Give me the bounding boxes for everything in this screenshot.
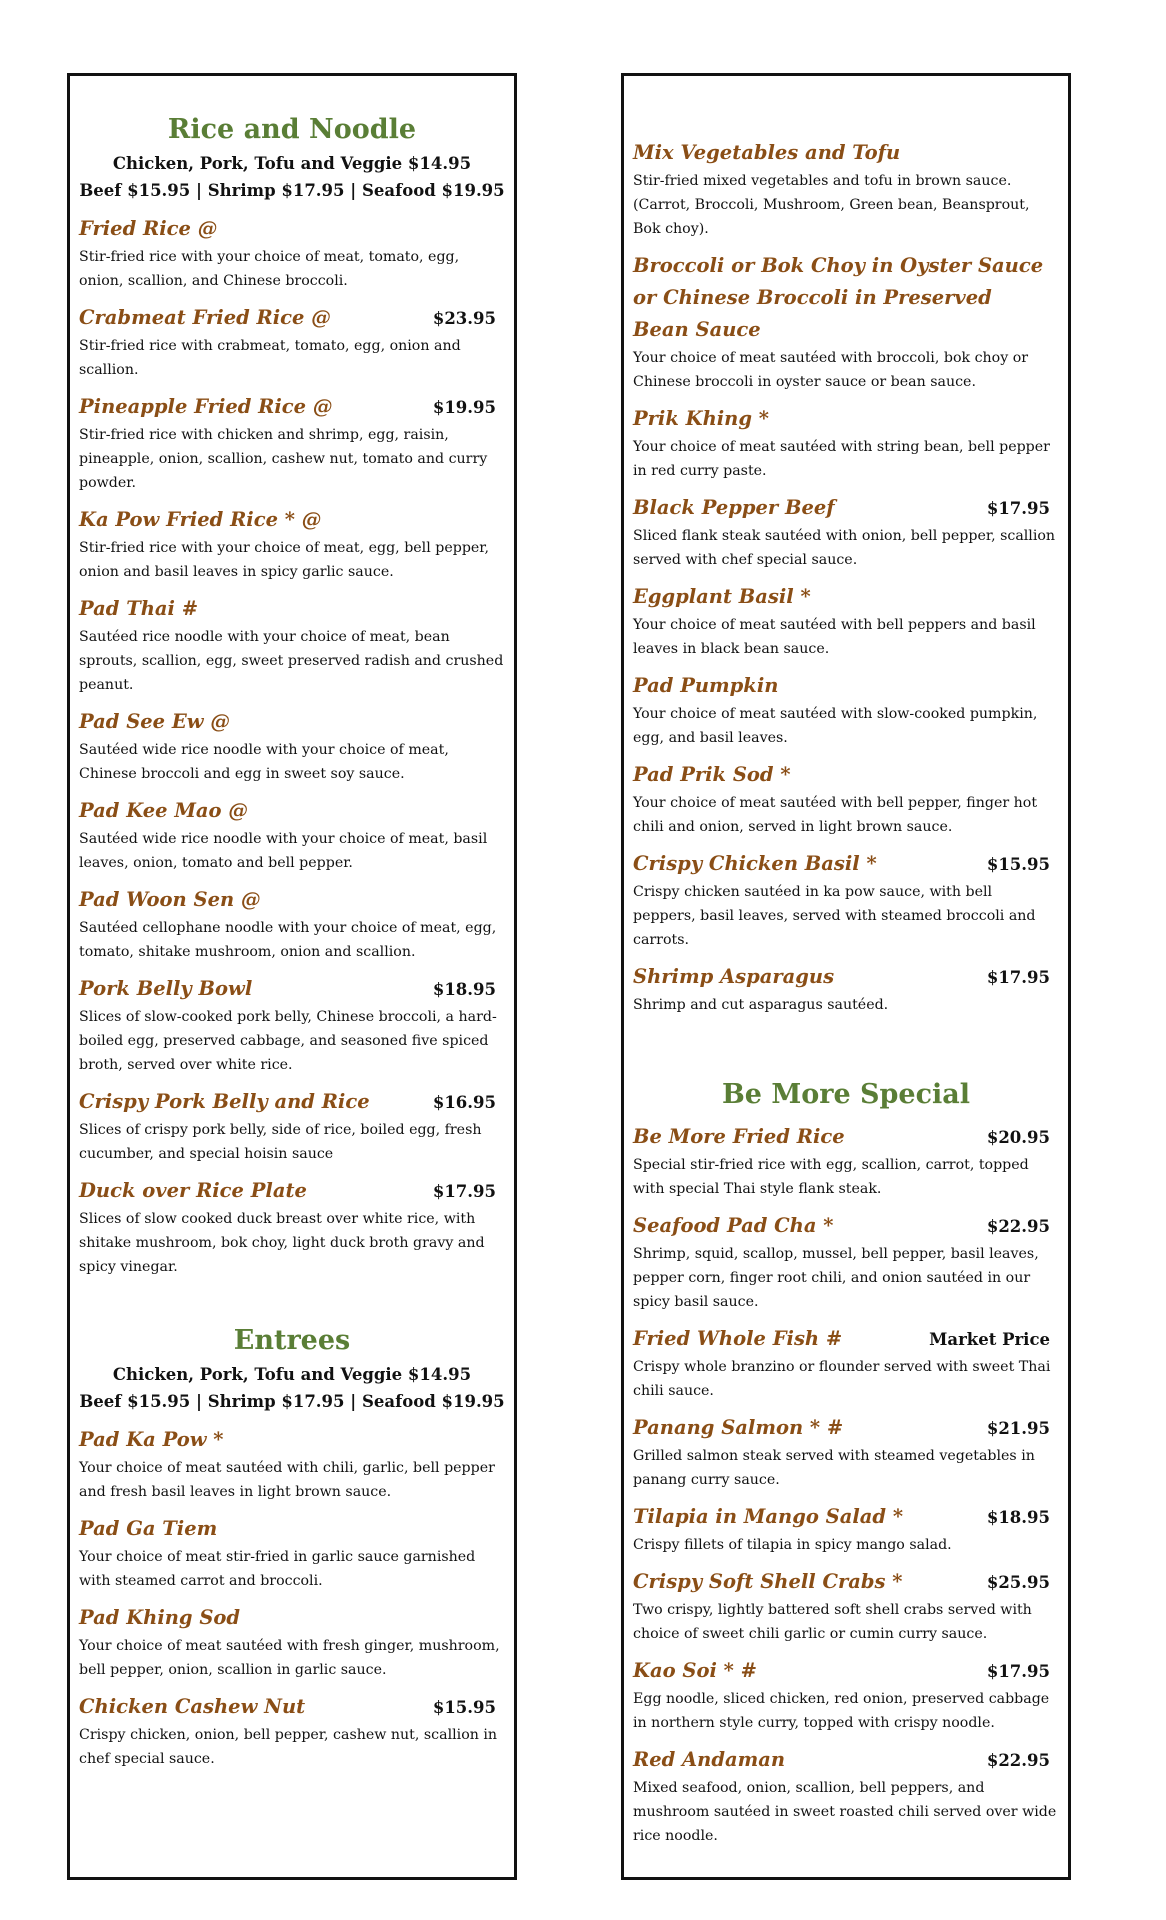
menu-item-name: Eggplant Basil * [633, 585, 811, 608]
menu-item-name: Red Andaman [633, 1748, 786, 1772]
menu-item [633, 1655, 1059, 1735]
left-menu-panel [67, 73, 517, 1880]
menu-item-header [633, 1655, 1059, 1687]
menu-item-header [79, 884, 505, 916]
section-price-line: Chicken, Pork, Tofu and Veggie $14.95 [112, 154, 472, 174]
menu-item-list [79, 1424, 505, 1771]
menu-item-description: Stir-fried rice with your choice of meat, egg, bell pepper, onion and basil leaves in spicy garlic sauce. [79, 540, 490, 581]
menu-item-description: Your choice of meat sautéed with bell pepper, finger hot chili and onion, served in light brown sauce. [633, 795, 1038, 835]
menu-item-header [633, 961, 1059, 993]
menu-item-list [79, 213, 505, 1279]
menu-item-name: Ka Pow Fried Rice * @ [79, 508, 322, 532]
menu-item-header [79, 973, 505, 1005]
menu-item [79, 213, 505, 293]
menu-item-header [633, 670, 1059, 702]
menu-item [633, 961, 1059, 1017]
menu-item-name: Prik Khing * [633, 407, 769, 430]
menu-item-price: $17.95 [432, 1182, 496, 1202]
menu-item-description: Egg noodle, sliced chicken, red onion, preserved cabbage in northern style curry, topped with crispy noodle. [633, 1691, 1050, 1732]
menu-item [79, 504, 505, 584]
menu-item-description: Slices of crispy pork belly, side of rice, boiled egg, fresh cucumber, and special hoisin sauce [79, 1122, 482, 1163]
menu-item-name: Be More Fried Rice [633, 1125, 845, 1149]
menu-item-header [633, 848, 1059, 880]
menu-item [633, 1121, 1059, 1201]
menu-item-price: $18.95 [432, 980, 496, 1000]
menu-item-name: Pad See Ew @ [79, 710, 230, 734]
menu-item [633, 1323, 1059, 1403]
menu-item-name: Pad Thai # [79, 597, 199, 621]
menu-item-header [79, 795, 505, 827]
menu-item-description: Your choice of meat sautéed with broccoli, bok choy or Chinese broccoli in oyster sauce or bean sauce. [633, 350, 1029, 390]
menu-item-name: Duck over Rice Plate [79, 1179, 307, 1203]
menu-item-name: Tilapia in Mango Salad * [633, 1505, 904, 1529]
menu-item [633, 492, 1059, 572]
menu-item-price: $17.95 [986, 968, 1050, 987]
menu-item-name: Kao Soi * # [633, 1659, 757, 1683]
menu-item-price: $23.95 [432, 309, 496, 329]
menu-item-name: Shrimp Asparagus [633, 965, 835, 988]
menu-item-name: Pineapple Fried Rice @ [79, 395, 333, 419]
menu-item [79, 795, 505, 875]
menu-item-description: Crispy chicken sautéed in ka pow sauce, with bell peppers, basil leaves, served with steamed broccoli and carrots. [633, 884, 1036, 948]
menu-item [633, 670, 1059, 750]
menu-item-description: Slices of slow cooked duck breast over white rice, with shitake mushroom, bok choy, light duck broth gravy and spicy vinegar. [79, 1211, 485, 1276]
menu-item-name: Mix Vegetables and Tofu [633, 141, 901, 164]
menu-item-description: Sautéed cellophane noodle with your choice of meat, egg, tomato, shitake mushroom, onion and scallion. [79, 920, 497, 961]
menu-item-header [79, 1602, 505, 1634]
menu-item-header [633, 403, 1059, 435]
menu-item-header [79, 1513, 505, 1545]
menu-item-name: Pad Woon Sen @ [79, 888, 261, 912]
menu-item-price: $25.95 [986, 1573, 1050, 1593]
menu-item-name: Chicken Cashew Nut [79, 1695, 306, 1719]
menu-item-header [79, 593, 505, 625]
menu-item [79, 706, 505, 786]
menu-item-name: Pad Kee Mao @ [79, 799, 248, 823]
menu-item-price: $18.95 [986, 1508, 1050, 1528]
menu-item-description: Your choice of meat sautéed with string bean, bell pepper in red curry paste. [633, 439, 1050, 479]
menu-item-header [79, 1175, 505, 1207]
menu-item-name: Crabmeat Fried Rice @ [79, 306, 331, 330]
menu-item [633, 137, 1059, 241]
menu-item [633, 1744, 1059, 1848]
menu-item-header [633, 759, 1059, 791]
menu-item-description: Sliced flank steak sautéed with onion, bell pepper, scallion served with chef special sauce. [633, 528, 1056, 568]
menu-item [79, 1691, 505, 1771]
menu-item [79, 1602, 505, 1682]
section-price-line: Beef $15.95 | Shrimp $17.95 | Seafood $19.95 [79, 181, 505, 201]
menu-item-header [79, 302, 505, 334]
menu-item-name: Crispy Chicken Basil * [633, 852, 877, 875]
menu-item-description: Sautéed wide rice noodle with your choice of meat, Chinese broccoli and egg in sweet soy sauce. [79, 742, 449, 783]
section-price-line: Beef $15.95 | Shrimp $17.95 | Seafood $19.95 [79, 1392, 505, 1412]
menu-item [633, 1501, 1059, 1557]
menu-item-header [633, 1323, 1059, 1355]
menu-item-price: $17.95 [986, 499, 1050, 518]
menu-item-description: Two crispy, lightly battered soft shell crabs served with choice of sweet chili garlic or cumin curry sauce. [633, 1602, 1032, 1643]
menu-item-name: Crispy Soft Shell Crabs * [633, 1570, 903, 1594]
menu-item [79, 1513, 505, 1593]
menu-item-header [633, 492, 1059, 524]
menu-item-description: Your choice of meat stir-fried in garlic sauce garnished with steamed carrot and broccoli. [79, 1549, 476, 1590]
menu-item-description: Crispy fillets of tilapia in spicy mango salad. [633, 1537, 952, 1554]
menu-item-header [633, 1210, 1059, 1242]
menu-item [633, 848, 1059, 952]
menu-item [633, 581, 1059, 661]
menu-item [79, 1086, 505, 1166]
menu-item-description: Grilled salmon steak served with steamed vegetables in panang curry sauce. [633, 1448, 1035, 1489]
menu-item-name: Seafood Pad Cha * [633, 1214, 834, 1238]
menu-item-name: Pad Ka Pow * [79, 1428, 224, 1452]
menu-item-description: Shrimp, squid, scallop, mussel, bell pepper, basil leaves, pepper corn, finger root chili, and onion sautéed in our spicy basil sauce. [633, 1246, 1039, 1311]
section-entrees [79, 1323, 505, 1771]
menu-item-price: $15.95 [432, 1698, 496, 1718]
menu-item-name: Panang Salmon * # [633, 1416, 844, 1440]
menu-item-description: Stir-fried rice with crabmeat, tomato, egg, onion and scallion. [79, 338, 461, 379]
menu-item-description: Stir-fried rice with chicken and shrimp, egg, raisin, pineapple, onion, scallion, cashew nut, tomato and curry powder. [79, 427, 488, 492]
menu-item [79, 302, 505, 382]
menu-item-description: Special stir-fried rice with egg, scallion, carrot, topped with special Thai style flank steak. [633, 1157, 1029, 1198]
menu-item [79, 973, 505, 1077]
menu-item-header [79, 1691, 505, 1723]
menu-item-name: Black Pepper Beef [633, 496, 835, 519]
menu-item-header [633, 137, 1059, 169]
menu-item [633, 1566, 1059, 1646]
menu-item-description: Crispy chicken, onion, bell pepper, cashew nut, scallion in chef special sauce. [79, 1727, 498, 1768]
menu-item-name: Pork Belly Bowl [79, 977, 253, 1001]
menu-item-header [79, 1086, 505, 1118]
menu-item-price: $15.95 [986, 855, 1050, 874]
menu-item-description: Your choice of meat sautéed with slow-cooked pumpkin, egg, and basil leaves. [633, 706, 1038, 746]
menu-item [79, 1175, 505, 1279]
menu-item-name: Pad Prik Sod * [633, 763, 791, 786]
menu-item-description: Sautéed rice noodle with your choice of meat, bean sprouts, scallion, egg, sweet preserved radish and crushed peanut. [79, 629, 504, 694]
section-price-line: Chicken, Pork, Tofu and Veggie $14.95 [112, 1365, 472, 1385]
menu-item-description: Stir-fried mixed vegetables and tofu in brown sauce. (Carrot, Broccoli, Mushroom, Green bean, Beansprout, Bok choy). [633, 173, 1030, 237]
menu-item-price: $19.95 [432, 398, 496, 418]
menu-item-price: $17.95 [986, 1662, 1050, 1682]
menu-item-name: Pad Khing Sod [79, 1606, 241, 1630]
menu-item-name: Fried Whole Fish # [633, 1327, 843, 1351]
menu-item-description: Sautéed wide rice noodle with your choice of meat, basil leaves, onion, tomato and bell pepper. [79, 831, 488, 872]
section-title: Rice and Noodle [167, 114, 417, 145]
menu-item-header [633, 1501, 1059, 1533]
menu-item-description: Slices of slow-cooked pork belly, Chinese broccoli, a hard-boiled egg, preserved cabbage, and seasoned five spiced broth, served over white rice. [79, 1009, 497, 1074]
section-be-more-special [633, 1077, 1059, 1848]
menu-item-header [633, 1412, 1059, 1444]
menu-item-price: Market Price [929, 1330, 1050, 1350]
menu-item-description: Shrimp and cut asparagus sautéed. [633, 997, 889, 1013]
menu-item-description: Your choice of meat sautéed with bell peppers and basil leaves in black bean sauce. [633, 617, 1036, 657]
menu-item [79, 391, 505, 495]
menu-item-header [633, 250, 1059, 346]
menu-item [633, 403, 1059, 483]
menu-item-header [79, 504, 505, 536]
menu-item-header [633, 1744, 1059, 1776]
section-title: Entrees [233, 1325, 351, 1357]
menu-item-description: Your choice of meat sautéed with chili, garlic, bell pepper and fresh basil leaves in light brown sauce. [79, 1460, 495, 1501]
menu-item-header [633, 1121, 1059, 1153]
menu-item-list [633, 1121, 1059, 1848]
menu-item-description: Mixed seafood, onion, scallion, bell peppers, and mushroom sautéed in sweet roasted chili served over wide rice noodle. [633, 1780, 1057, 1845]
menu-item [633, 250, 1059, 394]
menu-item-header [633, 581, 1059, 613]
section-entrees-continued [633, 137, 1059, 1017]
menu-item-name: Crispy Pork Belly and Rice [79, 1090, 370, 1114]
menu-item-header [79, 1424, 505, 1456]
menu-item [633, 759, 1059, 839]
menu-item-header [79, 391, 505, 423]
section-title: Be More Special [721, 1079, 971, 1110]
menu-item [633, 1210, 1059, 1314]
menu-item-description: Your choice of meat sautéed with fresh ginger, mushroom, bell pepper, onion, scallion in garlic sauce. [79, 1638, 500, 1679]
section-spacer [633, 1017, 1059, 1077]
right-menu-panel [621, 73, 1071, 1880]
menu-item [79, 884, 505, 964]
menu-item-name: Broccoli or Bok Choy in Oyster Sauce or Chinese Broccoli in Preserved Bean Sauce [633, 254, 1044, 341]
menu-item [79, 593, 505, 697]
menu-item-description: Stir-fried rice with your choice of meat, tomato, egg, onion, scallion, and Chinese broccoli. [79, 249, 460, 290]
menu-item [633, 1412, 1059, 1492]
menu-item-header [79, 706, 505, 738]
menu-item-header [79, 213, 505, 245]
section-rice-noodle [79, 112, 505, 1279]
menu-item-name: Fried Rice @ [79, 217, 218, 241]
menu-item [79, 1424, 505, 1504]
menu-item-name: Pad Ga Tiem [79, 1517, 218, 1541]
menu-item-price: $22.95 [986, 1217, 1050, 1237]
menu-item-description: Crispy whole branzino or flounder served with sweet Thai chili sauce. [633, 1359, 1051, 1400]
menu-item-price: $21.95 [986, 1419, 1050, 1439]
menu-item-name: Pad Pumpkin [633, 674, 779, 697]
menu-item-price: $20.95 [986, 1128, 1050, 1148]
menu-item-header [633, 1566, 1059, 1598]
section-spacer [79, 1279, 505, 1323]
menu-item-price: $16.95 [432, 1093, 496, 1113]
menu-item-price: $22.95 [986, 1751, 1050, 1771]
menu-item-list [633, 137, 1059, 1017]
